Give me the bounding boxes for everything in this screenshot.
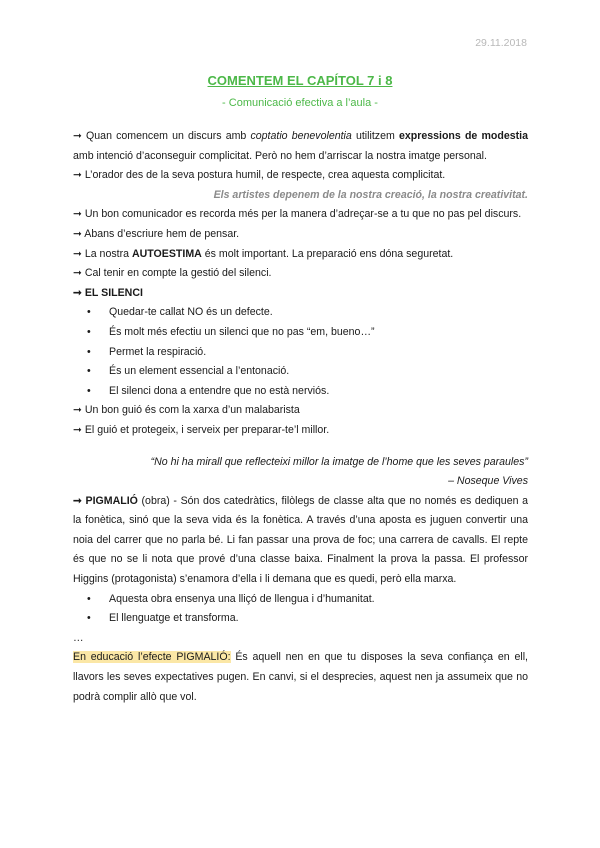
heading-silenci: ➞ EL SILENCI [73,286,143,299]
paragraph-captatio: ➞ Quan comencem un discurs amb coptatio benevolentia utilitzem expressions de modestia amb intenció d’aconseguir complicitat. Però no hem d’arriscar la nostra imatge personal. [73,130,528,162]
arrow-icon: ➞ [73,130,82,142]
arrow-icon: ➞ [73,404,82,417]
paragraph-efecte-pigmalio: En educació l’efecte PIGMALIÓ: És aquell nen en que tu disposes la seva confiança en ell, llavors les seves expectatives pugen. En canvi, si el desprecies, aquest nen ja assumeix que no podrà complir allò que vol. [73,651,528,703]
paragraph-autoestima: ➞ La nostra AUTOESTIMA és molt important. La preparació ens dóna seguretat. [73,247,454,260]
list-item: • És molt més efectiu un silenci que no pas “em, bueno…” [73,323,528,343]
bullet-icon: • [87,325,91,338]
quote-author: – Noseque Vives [448,475,528,488]
list-item: • El silenci dona a entendre que no està nerviós. [73,382,528,402]
paragraph-comunicador: ➞ Un bon comunicador es recorda més per la manera d’adreçar-se a tu que no pas pel discurs. [73,208,522,221]
list-item: • Quedar-te callat NO és un defecte. [73,303,528,323]
paragraph-silenci-gestio: ➞ Cal tenir en compte la gestió del silenci. [73,267,272,280]
arrow-icon: ➞ [73,267,82,280]
paragraph-orador: ➞ L’orador des de la seva postura humil, de respecte, crea aquesta complicitat. [73,169,446,182]
paragraph-guio-protegeix: ➞ El guió et protegeix, i serveix per preparar-te’l millor. [73,423,330,436]
bullet-icon: • [87,365,91,378]
bullet-icon: • [87,612,91,625]
arrow-icon: ➞ [73,423,82,436]
paragraph-escriure: ➞ Abans d’escriure hem de pensar. [73,227,240,240]
document-body [73,127,528,707]
bullet-icon: • [87,592,91,605]
bullet-icon: • [87,345,91,358]
arrow-icon: ➞ [73,169,82,182]
quote-artistes: Els artistes depenem de la nostra creació, la nostra creativitat. [213,188,528,201]
arrow-icon: ➞ [73,208,82,221]
quote-mirall: “No hi ha mirall que reflecteixi millor la imatge de l’home que les seves paraules” [150,455,528,468]
date: 29.11.2018 [475,37,527,49]
list-item: • Aquesta obra ensenya una lliçó de llengua i d’humanitat. [73,590,528,610]
arrow-icon: ➞ [73,247,82,260]
paragraph-guio: ➞ Un bon guió és com la xarxa d’un malabarista [73,404,300,417]
arrow-icon: ➞ [73,494,82,507]
list-item: • Permet la respiració. [73,343,528,363]
bullet-icon: • [87,384,91,397]
page-subtitle: - Comunicació efectiva a l’aula - [222,97,378,109]
page-title: COMENTEM EL CAPÍTOL 7 i 8 [207,73,393,88]
spacer [73,441,528,453]
arrow-icon: ➞ [73,227,82,240]
bullet-icon: • [87,306,91,319]
ellipsis: … [73,631,84,644]
list-item: • El llenguatge et transforma. [73,609,528,629]
highlighted-text: En educació l’efecte PIGMALIÓ: [73,651,231,664]
list-item: • És un element essencial a l’entonació. [73,362,528,382]
arrow-icon: ➞ [73,286,82,299]
paragraph-pigmalio: ➞ PIGMALIÓ (obra) - Són dos catedràtics, filòlegs de classe alta que no només es dediquen a la fonètica, sinó que la seva vida és la fonètica. A través d’una aposta es juguen convertir una noia del carrer que no parla bé. Li fan passar una prova de foc; una carrera de cavalls. El repte és que no se li nota que prové d’una classe baixa. Finalment la prova la passa. El professor Higgins (protagonista) s’enamora d’ella i li demana que es quedi, però ella marxa. [73,494,528,586]
